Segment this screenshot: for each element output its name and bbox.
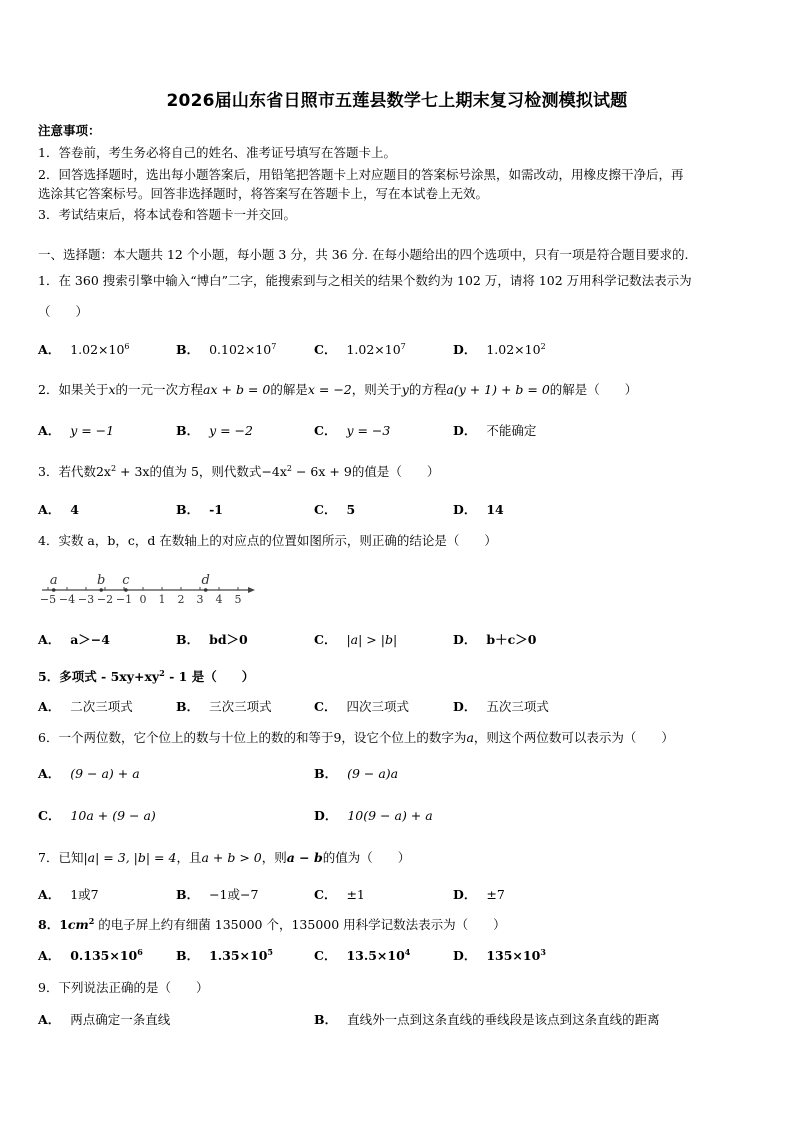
number-line-tick-label: 2 [177, 593, 185, 606]
number-line-point-b [99, 588, 103, 592]
question-9-stem: 9．下列说法正确的是（ ） [38, 980, 209, 995]
q5-option-b: B． 三次三项式 [176, 699, 272, 714]
q9-option-a: A． 两点确定一条直线 [38, 1012, 171, 1027]
q1-option-c: C． $1.02\times 10^7$ [314, 342, 406, 357]
q7-option-c: C． ±1 [314, 887, 365, 902]
number-line-point-a [52, 588, 56, 592]
q4-option-c: C． |a| > |b| [314, 632, 398, 647]
q1-option-d: D． $1.02\times 10^2$ [453, 342, 546, 357]
note-item-1: 1．答卷前，考生务必将自己的姓名、准考证号填写在答题卡上。 [38, 145, 396, 160]
q5-option-d: D． 五次三项式 [453, 699, 549, 714]
number-line-point-c [124, 588, 128, 592]
note-item-2: 2．回答选择题时，选出每小题答案后，用铅笔把答题卡上对应题目的答案标号涂黑，如需改动，用橡皮擦干净后，再 [38, 167, 684, 182]
q6-option-b: B． (9 − a)a [314, 766, 399, 781]
number-line-point-d [204, 588, 208, 592]
q5-option-a: A． 二次三项式 [38, 699, 133, 714]
number-line-point-label-a: a [49, 573, 58, 588]
number-line-tick-label: 5 [234, 593, 242, 606]
q8-option-a: A． $0.135\times 10^6$ [38, 947, 143, 963]
q2-option-c: C． y = −3 [314, 423, 391, 438]
q8-option-c: C． $13.5\times 10^4$ [314, 947, 411, 963]
question-7-stem: 7．已知|a| = 3, |b| = 4，且a + b > 0，则a − b的值为（ ） [38, 850, 411, 865]
question-8-stem: 8．$1cm^2$ 的电子屏上约有细菌 135000 个，135000 用科学记数法表示为（ ） [38, 916, 506, 932]
page-title: 2026届山东省日照市五莲县数学七上期末复习检测模拟试题 [166, 91, 628, 111]
section-heading: 一、选择题：本大题共 12 个小题，每小题 3 分，共 36 分. 在每小题给出的四个选项中，只有一项是符合题目要求的. [38, 247, 689, 262]
number-line-tick-label: −1 [115, 593, 133, 606]
q3-option-a: A． 4 [38, 502, 79, 517]
q6-option-a: A． (9 − a) + a [38, 766, 140, 781]
number-line-tick-label: 0 [139, 593, 147, 606]
q6-option-c: C． 10a + (9 − a) [38, 808, 156, 823]
number-line-tick-label: 4 [215, 593, 223, 606]
q4-option-a: A． a＞−4 [38, 632, 110, 647]
note-item-2-cont: 选涂其它答案标号。回答非选择题时，将答案写在答题卡上，写在本试卷上无效。 [38, 186, 489, 201]
question-6-stem: 6．一个两位数，它个位上的数与十位上的数的和等于9，设它个位上的数字为a，则这个两位数可以表示为（ ） [38, 730, 674, 745]
q4-option-d: D． b＋c＞0 [453, 632, 537, 647]
q4-option-b: B． bd＞0 [176, 632, 248, 647]
q3-option-b: B． -1 [176, 502, 223, 517]
notes-heading: 注意事项： [38, 123, 101, 138]
q1-option-b: B． $0.102\times 10^7$ [176, 342, 277, 357]
q7-option-a: A． 1或7 [38, 887, 99, 902]
number-line-tick-label: 1 [158, 593, 166, 606]
number-line-tick-label: −5 [39, 593, 57, 606]
note-item-3: 3．考试结束后，将本试卷和答题卡一并交回。 [38, 207, 296, 222]
question-2-stem: 2．如果关于x的一元一次方程ax + b = 0的解是x = −2，则关于y的方程a(y + 1) + b = 0的解是（ ） [38, 382, 638, 397]
q5-option-c: C． 四次三项式 [314, 699, 409, 714]
question-5-stem: 5．多项式 - $5xy+xy^2 - 1$ 是（ ） [38, 668, 255, 684]
number-line-tick-label: −4 [58, 593, 76, 606]
number-line-point-label-b: b [97, 573, 106, 588]
q6-option-d: D． 10(9 − a) + a [314, 808, 433, 823]
number-line-point-label-c: c [122, 573, 130, 588]
q1-option-a: A． $1.02\times 10^6$ [38, 342, 130, 357]
q2-option-a: A． y = −1 [38, 423, 115, 438]
number-line-tick-labels [40, 593, 242, 606]
q7-option-d: D． ±7 [453, 887, 505, 902]
question-4-stem: 4．实数 a，b，c，d 在数轴上的对应点的位置如图所示，则正确的结论是（ ） [38, 533, 497, 548]
number-line-tick-label: −3 [77, 593, 95, 606]
q8-option-d: D． $135\times 10^3$ [453, 947, 546, 963]
number-line-point-label-d: d [201, 573, 210, 588]
question-1-paren: （ ） [38, 304, 89, 319]
number-line-arrow [248, 587, 255, 593]
q3-option-d: D． 14 [453, 502, 504, 517]
number-line-figure [36, 560, 261, 608]
q2-option-d: D． 不能确定 [453, 423, 537, 438]
q7-option-b: B． −1或−7 [176, 887, 259, 902]
number-line-points [50, 573, 210, 592]
number-line-tick-label: −2 [96, 593, 114, 606]
q3-option-c: C． 5 [314, 502, 356, 517]
q9-option-b: B． 直线外一点到这条直线的垂线段是该点到这条直线的距离 [314, 1012, 660, 1027]
q8-option-b: B． $1.35\times 10^5$ [176, 947, 273, 963]
question-1-stem: 1．在 360 搜索引擎中输入“博白”二字，能搜索到与之相关的结果个数约为 102 万，请将 102 万用科学记数法表示为 [38, 273, 692, 288]
q2-option-b: B． y = −2 [176, 423, 253, 438]
number-line-tick-label: 3 [196, 593, 204, 606]
question-3-stem: 3．若代数$2x^2 + 3x$的值为 5，则代数式$-4x^2 - 6x + 9$的值是（ ） [38, 464, 440, 479]
